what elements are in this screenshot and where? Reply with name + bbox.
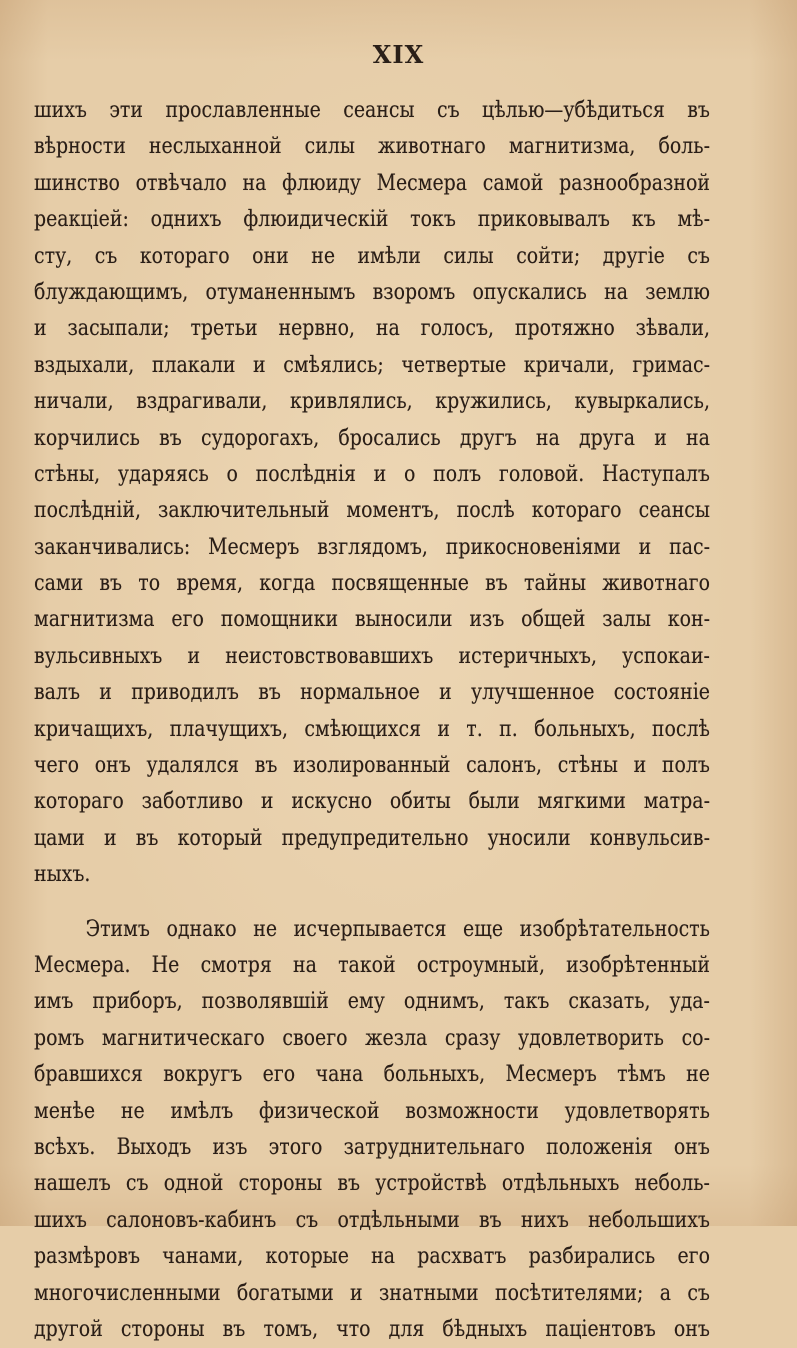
text-line: магнитизма его помощники выносили изъ общей залы кон- — [34, 607, 710, 633]
text-line: стѣны, ударяясь о послѣднія и о полъ головой. Наступалъ — [34, 461, 710, 487]
text-line: менѣе не имѣлъ физической возможности удовлетворять — [34, 1098, 710, 1124]
text-line: нашелъ съ одной стороны въ устройствѣ отдѣльныхъ неболь- — [34, 1171, 710, 1197]
text-line: шихъ эти прославленные сеансы съ цѣлью—убѣдиться въ — [34, 98, 710, 123]
text-line: сами въ то время, когда посвященные въ тайны животнаго — [34, 571, 710, 597]
text-line: бравшихся вокругъ его чана больныхъ, Месмеръ тѣмъ не — [34, 1062, 710, 1088]
text-line: ничали, вздрагивали, кривлялись, кружились, кувыркались, — [34, 389, 710, 415]
text-line: котораго заботливо и искусно обиты были мягкими матра- — [34, 789, 710, 815]
text-line: вздыхали, плакали и смѣялись; четвертые кричали, гримас- — [34, 352, 710, 378]
text-line: многочисленными богатыми и знатными посѣтителями; а съ — [34, 1280, 710, 1306]
text-line: ныхъ. — [34, 862, 91, 888]
text-line: кричащихъ, плачущихъ, смѣющихся и т. п. больныхъ, послѣ — [34, 716, 710, 742]
text-line: корчились въ судорогахъ, бросались другъ на друга и на — [34, 425, 710, 451]
text-line: Месмера. Не смотря на такой остроумный, изобрѣтенный — [34, 952, 710, 978]
text-line: сту, съ котораго они не имѣли силы сойти; другіе съ — [34, 243, 710, 269]
text-line: цами и въ который предупредительно уносили конвульсив- — [34, 825, 710, 851]
text-line: другой стороны въ томъ, что для бѣдныхъ паціентовъ онъ — [34, 1316, 710, 1342]
paragraph-2 — [34, 912, 710, 1348]
text-line: заканчивались: Месмеръ взглядомъ, прикосновеніями и пас- — [34, 534, 710, 560]
body-text — [34, 93, 710, 1348]
page-number: XIX — [372, 40, 425, 69]
text-line: и засыпали; третьи нервно, на голосъ, протяжно зѣвали, — [34, 316, 710, 342]
text-line: послѣдній, заключительный моментъ, послѣ котораго сеансы — [34, 498, 710, 524]
text-line: вульсивныхъ и неистовствовавшихъ истеричныхъ, успокаи- — [34, 643, 710, 669]
text-line: Этимъ однако не исчерпывается еще изобрѣтательность — [85, 916, 710, 942]
text-line: размѣровъ чанами, которые на расхватъ разбирались его — [34, 1244, 710, 1270]
text-line: всѣхъ. Выходъ изъ этого затруднительнаго положенія онъ — [34, 1134, 710, 1160]
paragraph-gap — [34, 894, 710, 912]
text-line: чего онъ удалялся въ изолированный салонъ, стѣны и полъ — [34, 753, 710, 779]
text-line: реакціей: однихъ флюидическій токъ приковывалъ къ мѣ- — [34, 207, 710, 233]
text-line: блуждающимъ, отуманеннымъ взоромъ опускались на землю — [34, 279, 710, 305]
text-line: шинство отвѣчало на флюиду Месмера самой разнообразной — [34, 170, 710, 196]
paragraph-1 — [34, 93, 710, 894]
text-line: имъ приборъ, позволявшій ему однимъ, такъ сказать, уда- — [34, 989, 710, 1015]
text-line: шихъ салоновъ-кабинъ съ отдѣльными въ нихъ небольшихъ — [34, 1207, 710, 1233]
text-line: вѣрности неслыханной силы животнаго магнитизма, боль- — [34, 134, 710, 160]
text-line: ромъ магнитическаго своего жезла сразу удовлетворить со- — [34, 1025, 710, 1051]
text-line: валъ и приводилъ въ нормальное и улучшенное состояніе — [34, 680, 710, 706]
